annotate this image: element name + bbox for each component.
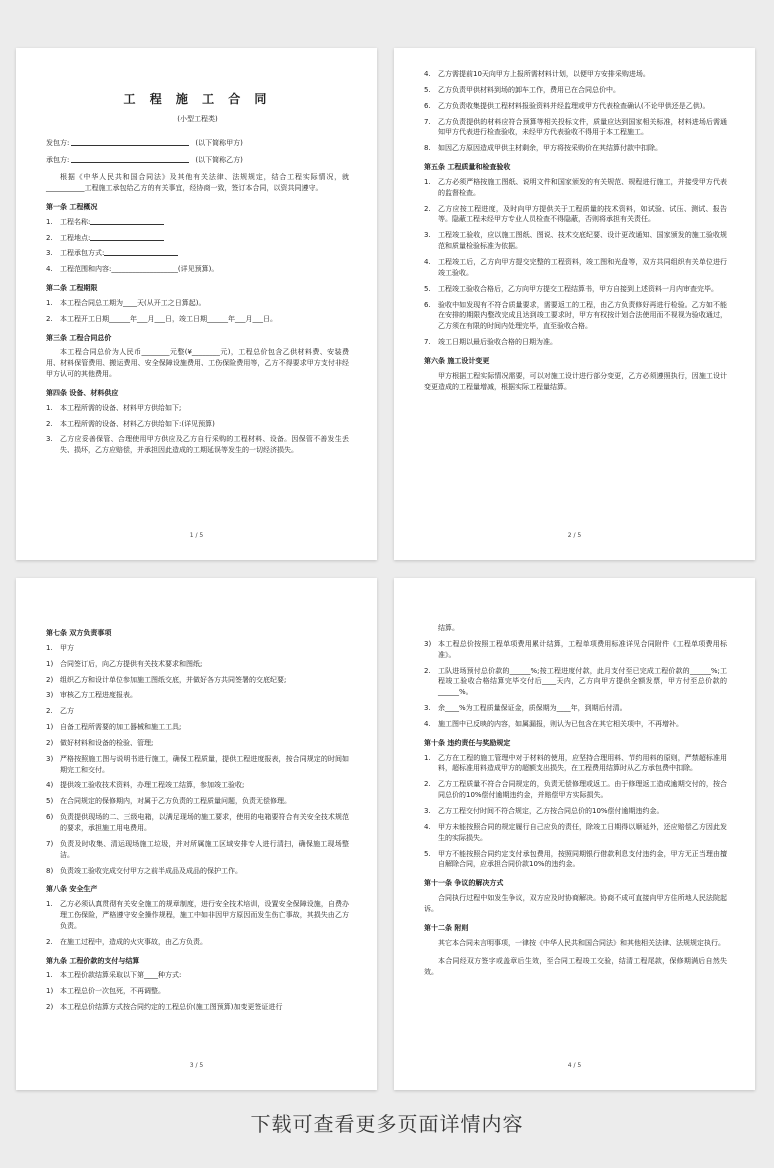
clause-item: [46, 264, 349, 275]
clause-label: 余____%为工程质量保证金，质保期为____年，到期后付清。: [438, 704, 627, 713]
clause-label: 工程竣工验收合格后，乙方向甲方提交工程结算书，甲方自接到上述资料一月内审查完毕。: [438, 284, 718, 293]
clause-number: 2.: [424, 780, 431, 789]
clause-number: 7.: [424, 338, 431, 347]
clause-item: [46, 248, 349, 259]
contract-title: 工 程 施 工 合 同: [123, 92, 272, 106]
clause-item: [46, 780, 349, 791]
clause-number: 4.: [46, 265, 53, 274]
clause-label: 如因乙方原因造成甲供主材剩余，甲方将按采购价在其结算付款中扣除。: [438, 144, 662, 153]
clause-item: [424, 143, 727, 154]
clause-text: [438, 849, 727, 871]
clause-text: [438, 284, 727, 295]
clause-number: 5.: [424, 85, 431, 94]
clause-text: [60, 314, 349, 325]
clause-label: 本工程所需的设备、材料乙方供给如下:(详见预算): [60, 419, 215, 428]
clause-text: [60, 248, 349, 259]
clause-label: 负责及时收集、清运现场施工垃圾，并对所属施工区域安排专人进行清扫，确保施工现场整洁。: [60, 839, 349, 859]
clause-label: 工程地点:: [60, 233, 91, 242]
clause-item: [424, 849, 727, 871]
clause-number: 2.: [424, 666, 431, 675]
clause-number: 3.: [424, 806, 431, 815]
clause-item: [46, 419, 349, 430]
section-heading: 第三条 工程合同总价: [46, 333, 112, 342]
clause-item: [424, 822, 727, 844]
more-pages-caption: 下载可查看更多页面详情内容: [250, 1112, 524, 1136]
clause-number: 3): [46, 754, 54, 763]
clause-number: 4.: [424, 822, 431, 831]
clause-item: [46, 1002, 349, 1013]
clause-label: 本工程价款结算采取以下第____种方式:: [60, 971, 182, 980]
clause-number: 3.: [424, 231, 431, 240]
clause-item: [46, 233, 349, 244]
clause-item: [46, 866, 349, 877]
clause-label: 本工程总价结算方式按合同约定的工程总价(施工图预算)加变更签证进行: [60, 1003, 283, 1012]
clause-number: 1.: [424, 177, 431, 186]
clause-item: [424, 257, 727, 279]
section-heading: 第七条 双方负责事项: [46, 629, 112, 637]
clause-text: [60, 419, 349, 430]
party-b-line: [46, 155, 349, 166]
clause-label: 工程竣工验收，应以施工图纸、图说、技术交底纪要、设计更改通知、国家颁发的施工验收规范和质量检验标准为依据。: [438, 231, 727, 251]
clause-text: [60, 866, 349, 877]
clause-number: 2): [46, 1003, 54, 1012]
clause-label: 工程名称:: [60, 217, 91, 226]
clause-item: [46, 659, 349, 670]
clause-item: [46, 796, 349, 807]
clause-text: [60, 722, 349, 733]
clause-text: [60, 298, 349, 309]
clause-text: [438, 666, 727, 699]
clause-label: 本工程开工日期______年___月___日，竣工日期______年___月___日。: [60, 314, 277, 323]
document-page-3: [16, 578, 377, 1090]
page-2-body: [424, 69, 727, 392]
party-b-blank: [71, 162, 189, 163]
clause-number: 5.: [424, 849, 431, 858]
clause-text: [438, 117, 727, 139]
clause-text: [438, 101, 727, 112]
clause-label: 乙方工程交付时间不符合规定，乙方按合同总价的10%偿付逾期违约金。: [438, 806, 664, 815]
section-heading: 第六条 施工设计变更: [424, 356, 490, 365]
clause-number: 1): [46, 987, 54, 996]
clause-item: [46, 314, 349, 325]
clause-item: [46, 812, 349, 834]
clause-item: [46, 738, 349, 749]
clause-number: 8.: [424, 144, 431, 153]
party-a-blank: [71, 145, 189, 146]
clause-item: [46, 970, 349, 981]
clause-item: [424, 623, 727, 634]
clause-label: 提供竣工验收技术资料，办理工程竣工结算，参加竣工验收;: [60, 781, 245, 790]
clause-number: 1.: [46, 403, 53, 412]
party-b-label: 承包方:: [46, 156, 70, 165]
clause-text: [438, 300, 727, 333]
contract-subtitle: (小型工程类): [177, 114, 218, 123]
clause-number: 1.: [46, 643, 53, 652]
clause-text: [438, 85, 727, 96]
clause-label: 乙方: [60, 707, 74, 716]
clause-label: 竣工日期以最后验收合格的日期为准。: [438, 338, 557, 347]
clause-label: 审核乙方工程进度报表。: [60, 691, 137, 700]
clause-text: [60, 403, 349, 414]
clause-label: 本工程总价一次包死，不再调整。: [60, 987, 165, 996]
clause-label: 乙方应按工程进度，及时向甲方提供关于工程质量的技术资料，如试验、试压、测试、报告等。隐蔽工程未经甲方专业人员检查不得隐蔽，否则将承担有关责任。: [438, 204, 727, 224]
clause-number: 3): [424, 639, 432, 648]
clause-item: [46, 403, 349, 414]
section-heading: 第一条 工程概况: [46, 202, 98, 211]
clause-label: 做好材料和设备的检验、管理;: [60, 738, 154, 747]
clause-text: [60, 970, 349, 981]
clause-label: 本工程总价按照工程单项费用累计结算，工程单项费用标准详见合同附件《工程单项费用标准》。: [438, 639, 727, 659]
section-heading: 第五条 工程质量和检查验收: [424, 163, 511, 172]
clause-text: [60, 754, 349, 776]
clause-text: [60, 690, 349, 701]
clause-item: [46, 298, 349, 309]
clause-label: 施工图中已反映的内容，如属漏报，则认为已包含在其它相关项中，不再增补。: [438, 719, 683, 728]
clause-number: 2.: [46, 314, 53, 323]
clause-label: 甲方不能按照合同约定支付承包费用，按照同期银行借款利息支付违约金，甲方无正当理由擅自解除合同，应承担合同价款10%的违约金。: [438, 849, 727, 869]
clause-label: 乙方必须认真贯彻有关安全施工的规章制度，进行安全技术培训，设置安全保障设施，自费办理工伤保险，严格遵守安全操作规程，施工中如非因甲方原因而发生伤亡事故，其损失由乙方负责。: [60, 900, 349, 930]
clause-item: [424, 337, 727, 348]
document-page-4: [394, 578, 755, 1090]
clause-number: 1): [46, 659, 54, 668]
paragraph: 合同执行过程中如发生争议，双方应及时协商解决。协商不成可直接向甲方住所地人民法院起诉。: [424, 894, 727, 913]
clause-number: 5): [46, 797, 54, 806]
clause-label: 乙方工程质量不符合合同规定的，负责无偿修理或返工。由于修理返工造成逾期交付的，按合同总价的10%偿付逾期违约金，并赔偿甲方实际损失。: [438, 780, 727, 800]
clause-text: [438, 337, 727, 348]
clause-label: 工程承包方式:: [60, 249, 105, 258]
clause-number: 3.: [46, 435, 53, 444]
clause-text: [60, 1002, 349, 1013]
clause-text: [438, 806, 727, 817]
clause-label: 乙方负责甲供材料到场的卸车工作，费用已在合同总价中。: [438, 85, 620, 94]
section-heading: 第九条 工程价款的支付与结算: [46, 956, 140, 965]
clause-number: 1.: [46, 217, 53, 226]
clause-text: [438, 204, 727, 226]
clause-number: 1.: [46, 298, 53, 307]
clause-text: [60, 643, 349, 654]
page-number: 4 / 5: [567, 1061, 582, 1069]
clause-text: [438, 257, 727, 279]
clause-number: 7): [46, 839, 54, 848]
page-3-body: [46, 628, 349, 1013]
clause-item: [424, 719, 727, 730]
clause-label: 在施工过程中，造成的火灾事故，由乙方负责。: [60, 937, 207, 946]
clause-text: [60, 738, 349, 749]
page-4-body: [424, 623, 727, 978]
clause-item: [424, 85, 727, 96]
clause-text: [60, 264, 349, 275]
clause-label: 结算。: [438, 624, 459, 632]
clause-text: [60, 233, 349, 244]
clause-number: 2): [46, 675, 54, 684]
section-heading: 第八条 安全生产: [46, 885, 98, 894]
clause-number: [424, 623, 438, 634]
clause-item: [46, 675, 349, 686]
document-page-1: [16, 48, 377, 560]
clause-item: [424, 69, 727, 80]
clause-item: [424, 230, 727, 252]
clause-number: 2.: [46, 937, 53, 946]
clause-item: [46, 937, 349, 948]
clause-label: 本工程所需的设备、材料甲方供给如下;: [60, 403, 182, 412]
clause-text: [438, 719, 727, 730]
clause-item: [46, 899, 349, 932]
clause-item: [46, 690, 349, 701]
clause-text: [438, 69, 727, 80]
clause-text: [438, 177, 727, 199]
clause-text: [438, 703, 727, 714]
clause-number: 2.: [46, 233, 53, 242]
clause-number: 4.: [424, 719, 431, 728]
clause-label: 乙方需提前10天向甲方上报所需材料计划，以便甲方安排采购进场。: [438, 70, 650, 78]
clause-text: [438, 143, 727, 154]
clause-number: 4.: [424, 70, 431, 78]
clause-label: 工程范围和内容:___________________(详见预算)。: [60, 265, 219, 274]
section-heading: 第四条 设备、材料供应: [46, 388, 119, 397]
clause-item: [424, 284, 727, 295]
clause-label: 甲方: [60, 643, 74, 652]
clause-number: 2.: [46, 419, 53, 428]
clause-text: [60, 780, 349, 791]
clause-item: [424, 779, 727, 801]
clause-label: 乙方必须严格按施工图纸、说明文件和国家颁发的有关规范、规程进行施工，并接受甲方代表的监督检查。: [438, 177, 727, 197]
clause-label: 严格按照施工图与说明书进行施工，确保工程质量，提供工程进度报表，按合同规定的时间如期完工和交付。: [60, 754, 349, 774]
clause-label: 工程竣工后，乙方向甲方提交完整的工程资料，竣工图和光盘等，双方共同组织有关单位进行竣工验收。: [438, 257, 727, 277]
clause-text: [60, 986, 349, 997]
clause-number: 8): [46, 866, 54, 875]
clause-item: [46, 434, 349, 456]
clause-text: [60, 217, 349, 228]
section-heading: 第十二条 附则: [424, 923, 469, 932]
clause-number: 4.: [424, 257, 431, 266]
clause-number: 1.: [46, 971, 53, 980]
clause-item: [46, 217, 349, 228]
clause-label: 甲方未能按照合同的规定履行自己应负的责任，除竣工日期得以顺延外，还应赔偿乙方因此发生的实际损失。: [438, 822, 727, 842]
clause-item: [424, 101, 727, 112]
fill-in-blank: [90, 224, 164, 225]
clause-item: [46, 754, 349, 776]
clause-number: 6.: [424, 300, 431, 309]
paragraph: 甲方根据工程实际情况需要，可以对施工设计进行部分变更，乙方必须遵照执行，因施工设计变更造成的工程量增减，根据实际工程量结算。: [424, 371, 727, 391]
clause-number: 5.: [424, 284, 431, 293]
clause-label: 本工程合同总工期为____天(从开工之日算起)。: [60, 298, 206, 307]
clause-label: 合同签订后，向乙方提供有关技术要求和图纸;: [60, 659, 203, 668]
fill-in-blank: [90, 240, 164, 241]
clause-number: 2.: [46, 707, 53, 716]
clause-item: [46, 722, 349, 733]
party-a-line: [46, 138, 349, 149]
clause-number: 3.: [46, 249, 53, 258]
clause-text: [60, 659, 349, 670]
clause-label: 负责提供现场的二、三级电箱，以满足现场的施工要求，使用的电箱要符合有关安全技术规范的要求，承担施工用电费用。: [60, 813, 349, 832]
clause-text: [438, 623, 727, 634]
clause-label: 乙方应妥善保管、合理使用甲方供应及乙方自行采购的工程材料、设备。因保管不善发生丢失、损坏，乙方应赔偿，并承担因此造成的工期延误等发生的一切经济损失。: [60, 435, 349, 455]
document-page-2: [394, 48, 755, 560]
section-heading: 第十条 违约责任与奖励规定: [424, 738, 511, 747]
clause-item: [424, 806, 727, 817]
page-number: 3 / 5: [189, 1061, 204, 1069]
clause-number: 2): [46, 738, 54, 747]
clause-label: 在合同规定的保修期内，对属于乙方负责的工程质量问题，负责无偿修理。: [60, 797, 291, 806]
clause-text: [438, 753, 727, 775]
clause-label: 工队进场预付总价款的______%;按工程进度付款，此月支付至已完成工程价款的______%;工程竣工验收合格结算完毕交付后____天内，乙方向甲方提供全额发票，甲方付至总价款的______%。: [438, 666, 727, 697]
clause-text: [60, 675, 349, 686]
clause-number: 4): [46, 781, 54, 790]
section-heading: 第二条 工程期限: [46, 284, 98, 293]
clause-text: [60, 434, 349, 456]
clause-text: [438, 639, 727, 661]
clause-text: [438, 822, 727, 844]
contract-intro: 根据《中华人民共和国合同法》及其他有关法律、法规规定，结合工程实际情况，就___________工程施工承包给乙方的有关事宜，经协商一致，签订本合同，以资共同遵守。: [46, 173, 349, 192]
clause-item: [424, 300, 727, 333]
clause-label: 乙方负责收集提供工程材料报验资料并经监理或甲方代表检查确认(不论甲供还是乙供)。: [438, 101, 710, 110]
clause-label: 验收中如发现有不符合质量要求，需要返工的工程，由乙方负责修好再进行检验。乙方如不能在安排的期限内整改完成且达到竣工要求时，甲方有权按计划合法使用而不视视为验收通过，乙方须在有限的时间内处理完毕，直至验收合格。: [438, 300, 727, 331]
clause-item: [424, 753, 727, 775]
clause-text: [60, 937, 349, 948]
page-1-body: [46, 202, 349, 456]
clause-item: [424, 666, 727, 699]
clause-text: [60, 796, 349, 807]
clause-label: 乙方在工程的施工管理中对于材料的使用，应坚持合理用料、节约用料的原则，严禁超标准用料，超标准用料造成甲方的超额支出损失，在工程费用结算时从乙方承包费中扣除。: [438, 753, 727, 773]
clause-item: [46, 706, 349, 717]
clause-item: [424, 639, 727, 661]
clause-number: 7.: [424, 117, 431, 126]
clause-item: [424, 177, 727, 199]
clause-text: [60, 706, 349, 717]
clause-number: 6): [46, 813, 54, 822]
clause-item: [46, 839, 349, 861]
clause-number: 3.: [424, 704, 431, 713]
clause-number: 1.: [46, 900, 53, 909]
clause-label: 自备工程所需要的加工器械和施工工具;: [60, 723, 182, 732]
clause-text: [60, 839, 349, 861]
party-a-note: (以下简称甲方): [195, 139, 243, 148]
clause-item: [46, 986, 349, 997]
clause-label: 乙方负责提供的材料应符合预算等相关投标文件，质量应达到国家相关标准，材料进场后需通知甲方代表进行检查验收，未经甲方代表验收不得用于本工程施工。: [438, 117, 727, 137]
clause-item: [424, 204, 727, 226]
clause-item: [424, 703, 727, 714]
clause-number: 3): [46, 691, 54, 700]
page-number: 2 / 5: [567, 531, 582, 539]
clause-number: 6.: [424, 101, 431, 110]
section-heading: 第十一条 争议的解决方式: [424, 879, 504, 888]
clause-text: [60, 899, 349, 932]
party-a-label: 发包方:: [46, 139, 70, 148]
clause-label: 负责竣工验收完成交付甲方之前半成品及成品的保护工作。: [60, 866, 242, 875]
clause-item: [46, 643, 349, 654]
paragraph: 本合同经双方签字或盖章后生效，至合同工程竣工交验，结清工程尾款，保修期满后自然失效。: [424, 957, 727, 977]
page-number: 1 / 5: [189, 531, 204, 539]
party-b-note: (以下简称乙方): [195, 156, 243, 165]
clause-number: 1): [46, 723, 54, 732]
clause-label: 组织乙方和设计单位参加施工图纸交底，并做好各方共同签署的交底纪要;: [60, 675, 287, 684]
clause-item: [424, 117, 727, 139]
clause-text: [438, 779, 727, 801]
clause-text: [60, 812, 349, 834]
clause-number: 1.: [424, 753, 431, 762]
clause-number: 2.: [424, 204, 431, 213]
fill-in-blank: [104, 255, 178, 256]
paragraph: 本工程合同总价为人民币________元整(¥________元)，工程总价包含乙供材料费、安装费用、材料保管费用、搬运费用、安全保障设施费用、工伤保险费用等，乙方不得要求甲方支付非经甲方认可的其他费用。: [46, 348, 349, 379]
paragraph: 其它本合同未言明事项，一律按《中华人民共和国合同法》和其他相关法律、法规规定执行。: [438, 938, 725, 947]
clause-text: [438, 230, 727, 252]
